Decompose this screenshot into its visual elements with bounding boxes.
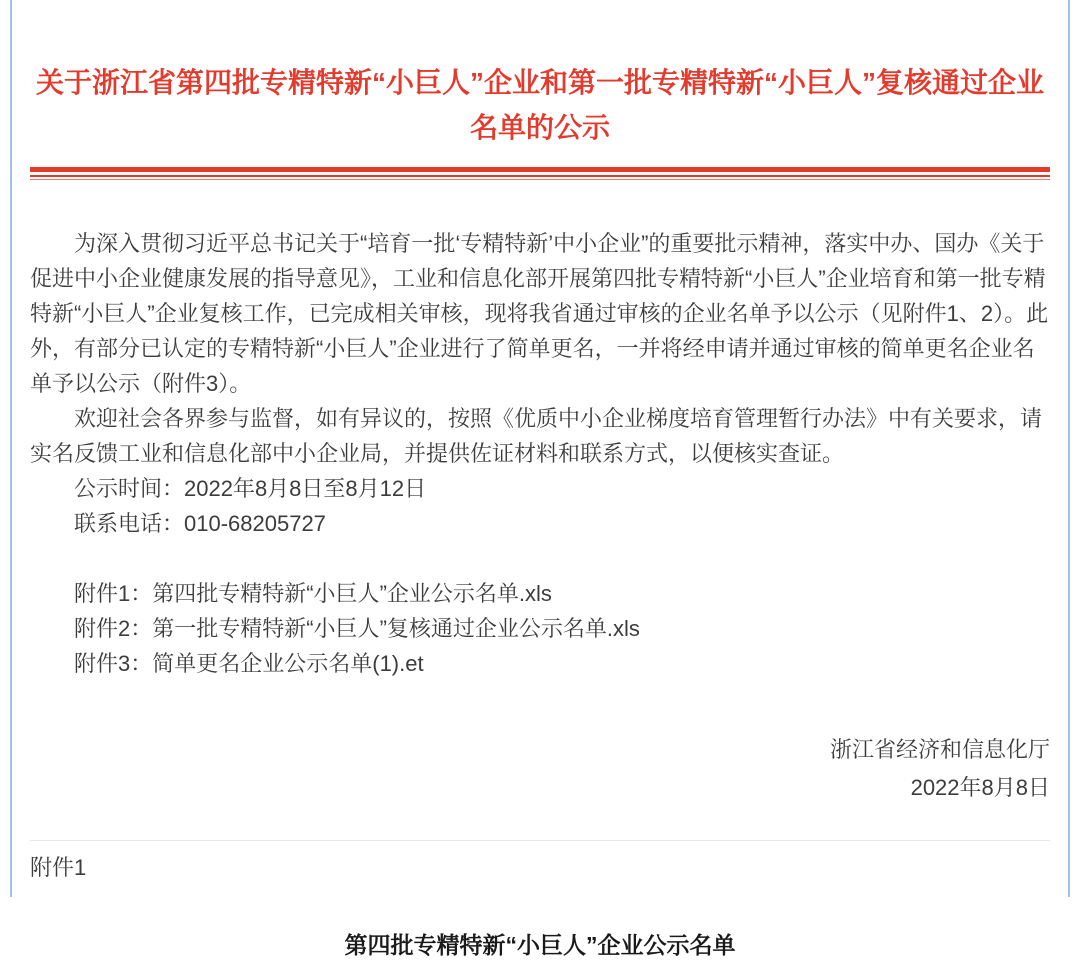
signature-date: 2022年8月8日 bbox=[910, 775, 1050, 800]
attachment-link-1[interactable]: 附件1：第四批专精特新“小巨人”企业公示名单.xls bbox=[74, 581, 552, 606]
signature-organization: 浙江省经济和信息化厅 bbox=[829, 737, 1050, 762]
appendix-label: 附件1 bbox=[30, 855, 87, 880]
contact-phone-line: 联系电话：010-68205727 bbox=[74, 511, 326, 536]
page-title: 关于浙江省第四批专精特新“小巨人”企业和第一批专精特新“小巨人”复核通过企业名单的公示 bbox=[35, 67, 1044, 143]
document-body bbox=[30, 226, 1050, 681]
paragraph-policy: 为深入贯彻习近平总书记关于“培育一批‘专精特新’中小企业”的重要批示精神，落实中办、国办《关于促进中小企业健康发展的指导意见》，工业和信息化部开展第四批专精特新“小巨人”企业培育和第一批专精特新“小巨人”企业复核工作，已完成相关审核，现将我省通过审核的企业名单予以公示（见附件1、2）。此外，有部分已认定的专精特新“小巨人”企业进行了简单更名，一并将经申请并通过审核的简单更名企业名单予以公示（附件3）。 bbox=[30, 231, 1049, 396]
section-divider bbox=[30, 840, 1050, 841]
rule-thin-line bbox=[30, 179, 1050, 180]
signature-block bbox=[30, 731, 1050, 807]
paragraph-supervision: 欢迎社会各界参与监督，如有异议的，按照《优质中小企业梯度培育管理暂行办法》中有关要求，请实名反馈工业和信息化部中小企业局，并提供佐证材料和联系方式，以便核实查证。 bbox=[30, 406, 1043, 466]
attachment-link-3[interactable]: 附件3：简单更名企业公示名单(1).et bbox=[74, 651, 424, 676]
publicity-period-line: 公示时间：2022年8月8日至8月12日 bbox=[74, 476, 427, 501]
attachment-list bbox=[30, 576, 1050, 681]
title-divider-rule bbox=[30, 167, 1050, 180]
attachment-link-2[interactable]: 附件2：第一批专精特新“小巨人”复核通过企业公示名单.xls bbox=[74, 616, 640, 641]
right-frame-line bbox=[1068, 0, 1070, 897]
document-content bbox=[12, 0, 1068, 958]
appendix-heading: 第四批专精特新“小巨人”企业公示名单 bbox=[344, 932, 736, 958]
